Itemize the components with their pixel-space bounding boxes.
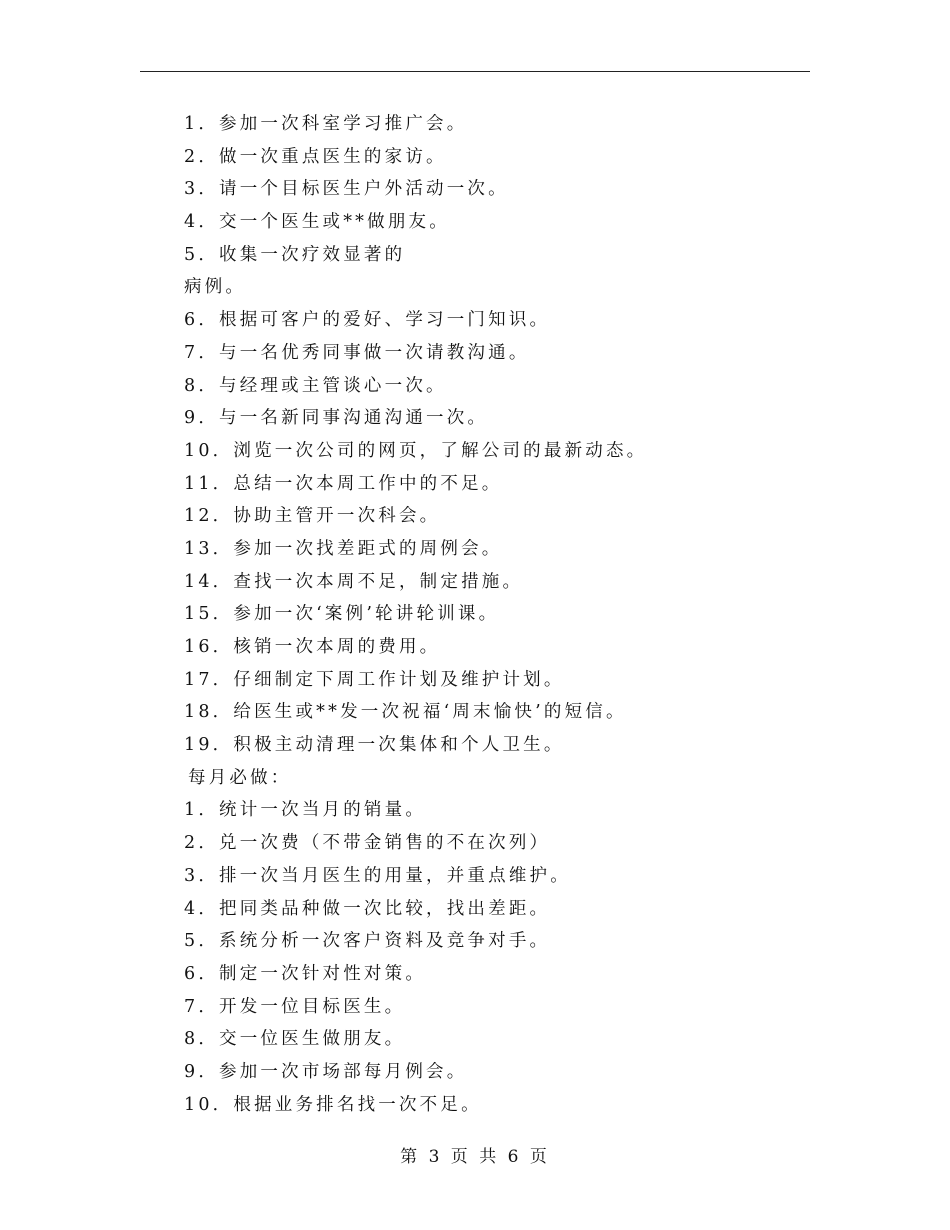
weekly-item: 6．根据可客户的爱好、学习一门知识。 <box>184 310 551 331</box>
weekly-item: 16．核销一次本周的费用。 <box>184 637 441 657</box>
document-body <box>0 108 950 1121</box>
weekly-item: 2．做一次重点医生的家访。 <box>184 146 447 167</box>
monthly-heading: 每月必做： <box>188 767 292 788</box>
weekly-item: 3．请一个目标医生户外活动一次。 <box>184 179 509 200</box>
weekly-item: 15．参加一次‘案例’轮讲轮训课。 <box>184 604 500 625</box>
weekly-item: 4．交一个医生或**做朋友。 <box>184 212 450 233</box>
monthly-item: 1．统计一次当月的销量。 <box>184 800 427 821</box>
page-number-footer: 第 3 页 共 6 页 <box>400 1147 550 1167</box>
monthly-item: 4．把同类品种做一次比较，找出差距。 <box>184 898 551 919</box>
header-rule <box>140 71 810 72</box>
weekly-item: 7．与一名优秀同事做一次请教沟通。 <box>184 342 530 363</box>
monthly-item: 10．根据业务排名找一次不足。 <box>184 1094 482 1115</box>
weekly-item: 14．查找一次本周不足，制定措施。 <box>184 571 524 592</box>
weekly-item: 5．收集一次疗效显著的 <box>184 244 406 265</box>
weekly-item: 18．给医生或**发一次祝福‘周末愉快’的短信。 <box>184 702 627 723</box>
weekly-item: 13．参加一次找差距式的周例会。 <box>184 538 503 559</box>
weekly-item: 9．与一名新同事沟通沟通一次。 <box>184 408 489 429</box>
monthly-item: 5．系统分析一次客户资料及竞争对手。 <box>184 931 551 952</box>
weekly-item: 19．积极主动清理一次集体和个人卫生。 <box>184 735 565 756</box>
weekly-item: 8．与经理或主管谈心一次。 <box>184 375 447 396</box>
weekly-item: 1．参加一次科室学习推广会。 <box>184 114 468 134</box>
weekly-item: 12．协助主管开一次科会。 <box>184 506 441 527</box>
weekly-item: 11．总结一次本周工作中的不足。 <box>184 473 503 494</box>
monthly-item: 2．兑一次费（不带金销售的不在次列） <box>184 833 551 854</box>
monthly-item: 8．交一位医生做朋友。 <box>184 1029 406 1050</box>
monthly-item: 9．参加一次市场部每月例会。 <box>184 1061 468 1082</box>
monthly-item: 7．开发一位目标医生。 <box>184 996 406 1017</box>
monthly-item: 6．制定一次针对性对策。 <box>184 963 427 984</box>
monthly-item: 3．排一次当月医生的用量，并重点维护。 <box>184 865 571 886</box>
weekly-item: 17．仔细制定下周工作计划及维护计划。 <box>184 669 565 690</box>
weekly-item: 10．浏览一次公司的网页，了解公司的最新动态。 <box>184 440 648 461</box>
weekly-item-continuation: 病例。 <box>184 277 247 298</box>
